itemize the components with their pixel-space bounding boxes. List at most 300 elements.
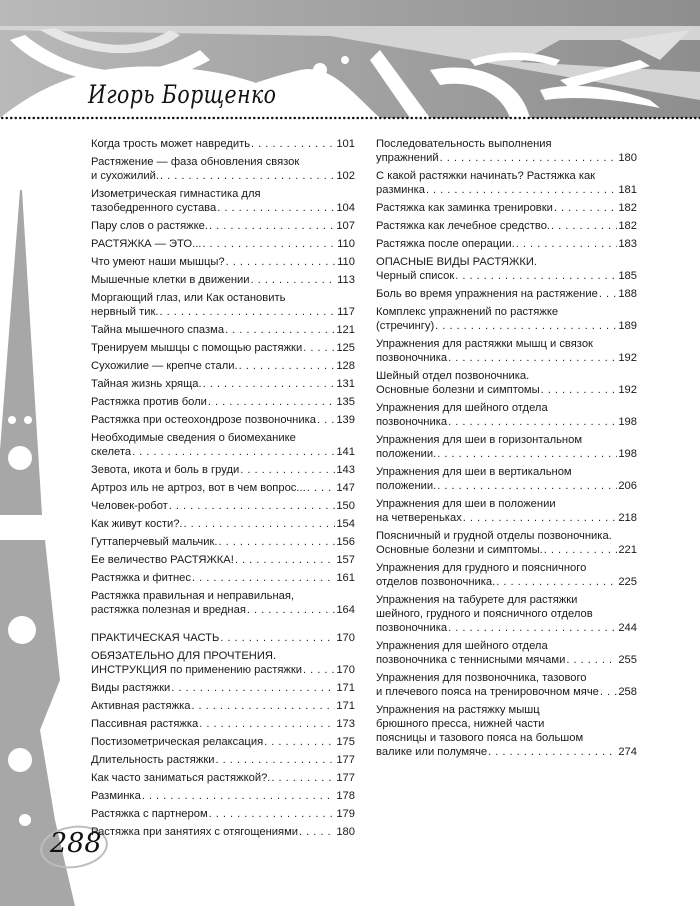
toc-entry[interactable]	[376, 305, 637, 333]
toc-entry-line	[376, 319, 637, 333]
toc-entry[interactable]	[376, 219, 637, 233]
toc-entry-title: Артроз иль не артроз, вот в чем вопрос...	[91, 482, 306, 494]
toc-entry-line	[376, 717, 637, 731]
toc-entry-line	[376, 511, 637, 525]
toc-page-number: 192	[618, 384, 637, 396]
toc-entry-title: Тренируем мышцы с помощью растяжки	[91, 342, 303, 354]
toc-page-number: 113	[337, 274, 355, 286]
dot-leader	[251, 273, 337, 287]
toc-entry-title: Растяжение — фаза обновления связок	[91, 156, 300, 168]
toc-page-number: 117	[337, 306, 355, 318]
toc-entry[interactable]	[91, 499, 355, 513]
toc-page-number: 107	[336, 220, 355, 232]
dot-leader	[132, 445, 335, 459]
dot-leader	[142, 789, 336, 803]
dot-leader	[516, 237, 618, 251]
dot-leader	[235, 553, 335, 567]
toc-entry[interactable]	[376, 703, 637, 759]
toc-entry[interactable]	[91, 699, 355, 713]
dot-leader	[169, 499, 336, 513]
toc-entry[interactable]	[91, 155, 355, 183]
dot-leader	[437, 447, 617, 461]
toc-entry[interactable]	[376, 201, 637, 215]
toc-entry-line	[91, 463, 355, 477]
dot-leader	[566, 653, 617, 667]
author-name: Игорь Борщенко	[88, 80, 277, 109]
toc-entry-line	[91, 571, 355, 585]
toc-entry-title: ОПАСНЫЕ ВИДЫ РАСТЯЖКИ.	[376, 256, 537, 268]
dot-leader	[247, 603, 335, 617]
toc-entry-line	[376, 287, 637, 301]
toc-entry[interactable]	[376, 593, 637, 635]
dot-leader	[240, 463, 335, 477]
dot-leader	[191, 699, 335, 713]
toc-entry-title: отделов позвоночника.	[376, 576, 496, 588]
toc-entry-title: позвоночника	[376, 622, 448, 634]
toc-entry[interactable]	[376, 137, 637, 165]
toc-entry-title: Мышечные клетки в движении	[91, 274, 250, 286]
toc-entry[interactable]	[376, 433, 637, 461]
toc-entry-line	[376, 255, 637, 269]
toc-entry-title: Шейный отдел позвоночника.	[376, 370, 530, 382]
toc-entry-title: положении.	[376, 480, 437, 492]
toc-page-number: 183	[618, 238, 637, 250]
toc-entry-line	[91, 445, 355, 459]
decorative-spire-ornament	[0, 120, 90, 906]
dot-leader	[448, 621, 617, 635]
dot-leader	[209, 219, 335, 233]
toc-entry-title: Необходимые сведения о биомеханике	[91, 432, 296, 444]
toc-entry[interactable]	[91, 323, 355, 337]
page-number: 288	[50, 828, 102, 859]
toc-entry[interactable]	[91, 681, 355, 695]
toc-entry[interactable]	[376, 561, 637, 589]
toc-entry-line	[91, 481, 355, 495]
toc-entry-line	[376, 543, 637, 557]
toc-entry-line	[376, 639, 637, 653]
dot-leader	[541, 383, 618, 397]
toc-entry-title: Растяжка как лечебное средство.	[376, 220, 551, 232]
dot-leader	[264, 735, 335, 749]
toc-page-number: 121	[336, 324, 355, 336]
toc-page-number: 179	[336, 808, 355, 820]
toc-entry[interactable]	[376, 639, 637, 667]
toc-page-number: 171	[336, 700, 355, 712]
toc-entry-line	[376, 201, 637, 215]
toc-entry-title: нервный тик.	[91, 306, 159, 318]
toc-entry-line	[376, 383, 637, 397]
dot-leader	[203, 377, 336, 391]
dot-leader	[239, 359, 336, 373]
toc-entry-title: Последовательность выполнения	[376, 138, 552, 150]
toc-entry[interactable]	[376, 287, 637, 301]
toc-entry-line	[91, 237, 355, 251]
toc-entry[interactable]	[376, 529, 637, 557]
toc-entry-line	[376, 137, 637, 151]
toc-entry[interactable]	[91, 187, 355, 215]
toc-entry-line	[91, 603, 355, 617]
toc-entry[interactable]	[91, 137, 355, 151]
toc-entry-title: Растяжка против боли	[91, 396, 207, 408]
toc-page-number: 110	[337, 256, 355, 268]
dot-leader	[226, 255, 337, 269]
toc-entry[interactable]	[91, 359, 355, 373]
toc-entry-title: Черный список	[376, 270, 455, 282]
dot-leader	[463, 511, 618, 525]
toc-entry-line	[91, 255, 355, 269]
toc-entry-line	[91, 681, 355, 695]
toc-entry-title: положении.	[376, 448, 437, 460]
toc-entry-line	[91, 717, 355, 731]
toc-entry[interactable]	[91, 341, 355, 355]
toc-entry[interactable]	[376, 465, 637, 493]
dot-leader	[184, 517, 336, 531]
toc-page-number: 255	[618, 654, 637, 666]
toc-entry-title: Растяжка с партнером	[91, 808, 208, 820]
toc-entry-title: Упражнения для шейного отдела	[376, 402, 548, 414]
dot-leader	[208, 395, 335, 409]
toc-entry-title: шейного, грудного и поясничного отделов	[376, 608, 593, 620]
toc-entry-title: Упражнения для позвоночника, тазового	[376, 672, 587, 684]
toc-entry-title: ОБЯЗАТЕЛЬНО ДЛЯ ПРОЧТЕНИЯ.	[91, 650, 277, 662]
toc-entry-title: Упражнения для шейного отдела	[376, 640, 548, 652]
toc-entry-title: Длительность растяжки	[91, 754, 215, 766]
toc-page-number: 178	[336, 790, 355, 802]
toc-page-number: 180	[618, 152, 637, 164]
toc-entry-title: Основные болезни и симптомы.	[376, 544, 543, 556]
toc-entry-line	[91, 825, 355, 839]
toc-entry-title: Постизометрическая релаксация	[91, 736, 264, 748]
toc-entry-line	[91, 735, 355, 749]
toc-entry-line	[376, 607, 637, 621]
dot-leader	[437, 479, 617, 493]
toc-page-number: 135	[336, 396, 355, 408]
toc-entry-line	[376, 479, 637, 493]
toc-page-number: 177	[336, 754, 355, 766]
toc-entry[interactable]	[91, 291, 355, 319]
toc-entry-line	[91, 169, 355, 183]
toc-page-number: 185	[618, 270, 637, 282]
dot-leader	[209, 807, 336, 821]
toc-entry[interactable]	[91, 273, 355, 287]
dot-leader	[299, 825, 335, 839]
toc-entry-line	[376, 169, 637, 183]
toc-entry-line	[91, 291, 355, 305]
toc-page-number: 274	[618, 746, 637, 758]
toc-entry-title: Тайная жизнь хряща.	[91, 378, 202, 390]
dot-leader	[171, 681, 335, 695]
toc-entry-line	[376, 685, 637, 699]
toc-entry[interactable]	[91, 237, 355, 251]
toc-entry-title: позвоночника	[376, 352, 448, 364]
toc-entry-title: и плечевого пояса на тренировочном мяче	[376, 686, 599, 698]
toc-entry-line	[91, 273, 355, 287]
toc-entry-title: тазобедренного сустава	[91, 202, 217, 214]
toc-entry-title: Упражнения для шеи в вертикальном	[376, 466, 572, 478]
toc-entry-line	[91, 649, 355, 663]
dot-leader	[202, 237, 336, 251]
toc-entry-title: Разминка	[91, 790, 141, 802]
toc-entry-title: Как живут кости?.	[91, 518, 183, 530]
toc-entry[interactable]	[91, 431, 355, 459]
dot-leader	[225, 323, 335, 337]
toc-entry[interactable]	[376, 671, 637, 699]
toc-entry-line	[91, 341, 355, 355]
dot-leader	[215, 753, 335, 767]
toc-entry[interactable]	[376, 169, 637, 197]
dot-leader	[219, 535, 336, 549]
toc-entry[interactable]	[91, 463, 355, 477]
toc-entry[interactable]	[91, 571, 355, 585]
dot-leader	[199, 717, 335, 731]
toc-page-number: 171	[336, 682, 355, 694]
toc-page-number: 221	[618, 544, 637, 556]
page-header-banner	[0, 0, 700, 118]
toc-page-number: 225	[618, 576, 637, 588]
toc-page-number: 154	[336, 518, 355, 530]
toc-page-number: 131	[336, 378, 355, 390]
dot-leader	[251, 137, 335, 151]
toc-entry-title: ИНСТРУКЦИЯ по применению растяжки	[91, 664, 303, 676]
toc-entry-title: Пару слов о растяжке.	[91, 220, 208, 232]
toc-entry-line	[91, 631, 355, 645]
toc-entry[interactable]	[91, 825, 355, 839]
toc-page-number: 102	[336, 170, 355, 182]
dot-leader	[160, 169, 335, 183]
toc-entry-line	[91, 431, 355, 445]
toc-entry-title: Зевота, икота и боль в груди	[91, 464, 240, 476]
toc-entry-title: Пассивная растяжка	[91, 718, 199, 730]
toc-entry-line	[376, 593, 637, 607]
toc-page-number: 192	[618, 352, 637, 364]
toc-entry-title: Человек-робот	[91, 500, 168, 512]
toc-page-number: 147	[336, 482, 355, 494]
toc-entry-line	[376, 671, 637, 685]
toc-entry-line	[91, 499, 355, 513]
toc-entry[interactable]	[91, 395, 355, 409]
toc-entry-title: Изометрическая гимнастика для	[91, 188, 261, 200]
toc-entry[interactable]	[376, 369, 637, 397]
toc-entry-line	[91, 807, 355, 821]
toc-page-number: 189	[618, 320, 637, 332]
toc-entry-title: Растяжка и фитнес	[91, 572, 191, 584]
toc-entry-title: Растяжка при занятиях с отягощениями	[91, 826, 299, 838]
toc-entry-line	[91, 305, 355, 319]
toc-page-number: 164	[336, 604, 355, 616]
toc-entry-title: Растяжка правильная и неправильная,	[91, 590, 295, 602]
toc-entry-line	[91, 789, 355, 803]
toc-entry[interactable]	[376, 237, 637, 251]
toc-entry-line	[376, 497, 637, 511]
toc-entry-title: растяжка полезная и вредная	[91, 604, 246, 616]
toc-entry-title: Упражнения на табурете для растяжки	[376, 594, 578, 606]
toc-entry-line	[376, 351, 637, 365]
toc-entry-title: Упражнения для растяжки мышц и связок	[376, 338, 593, 350]
dot-leader	[448, 351, 617, 365]
toc-entry-line	[376, 653, 637, 667]
toc-left-column	[91, 137, 355, 843]
toc-page-number: 198	[618, 448, 637, 460]
toc-entry[interactable]	[376, 255, 637, 283]
toc-entry-title: брюшного пресса, нижней части	[376, 718, 545, 730]
toc-entry-title: Комплекс упражнений по растяжке	[376, 306, 559, 318]
toc-page-number: 175	[336, 736, 355, 748]
dot-leader	[303, 663, 335, 677]
toc-entry-title: Растяжка при остеохондрозе позвоночника	[91, 414, 316, 426]
toc-page-number: 182	[618, 202, 637, 214]
toc-entry[interactable]	[91, 413, 355, 427]
toc-entry[interactable]	[91, 517, 355, 531]
toc-entry[interactable]	[91, 789, 355, 803]
toc-entry[interactable]	[91, 535, 355, 549]
toc-entry[interactable]	[91, 631, 355, 645]
dot-leader	[455, 269, 617, 283]
toc-entry-title: Упражнения для шеи в горизонтальном	[376, 434, 583, 446]
toc-entry[interactable]	[91, 481, 355, 495]
dot-leader	[488, 745, 617, 759]
dot-leader	[271, 771, 335, 785]
toc-entry-title: (стречингу)	[376, 320, 435, 332]
toc-entry-title: скелета	[91, 446, 132, 458]
dot-leader	[440, 151, 618, 165]
toc-entry-line	[91, 771, 355, 785]
toc-entry-line	[91, 663, 355, 677]
toc-entry[interactable]	[91, 219, 355, 233]
toc-entry-title: Упражнения на растяжку мышц	[376, 704, 540, 716]
toc-page-number: 101	[336, 138, 355, 150]
toc-page-number: 143	[336, 464, 355, 476]
toc-entry-title: Когда трость может навредить	[91, 138, 251, 150]
toc-entry[interactable]	[91, 735, 355, 749]
toc-entry-title: ПРАКТИЧЕСКАЯ ЧАСТЬ	[91, 632, 220, 644]
toc-entry-line	[376, 305, 637, 319]
toc-entry-line	[91, 377, 355, 391]
toc-entry[interactable]	[91, 553, 355, 567]
toc-entry-line	[91, 553, 355, 567]
toc-entry[interactable]	[91, 807, 355, 821]
toc-entry-line	[91, 219, 355, 233]
toc-entry[interactable]	[91, 753, 355, 767]
toc-entry[interactable]	[91, 717, 355, 731]
toc-entry-title: Что умеют наши мышцы?	[91, 256, 225, 268]
dot-leader	[554, 201, 617, 215]
toc-entry-title: валике или полумяче	[376, 746, 488, 758]
toc-page-number: 173	[336, 718, 355, 730]
toc-entry-line	[376, 575, 637, 589]
dot-leader	[303, 341, 335, 355]
toc-entry-line	[376, 219, 637, 233]
toc-entry-line	[376, 529, 637, 543]
toc-entry-line	[91, 187, 355, 201]
toc-entry[interactable]	[91, 649, 355, 677]
toc-entry-title: Тайна мышечного спазма	[91, 324, 225, 336]
dot-leader	[307, 481, 336, 495]
dot-leader	[551, 219, 617, 233]
toc-entry[interactable]	[91, 377, 355, 391]
toc-entry-line	[376, 433, 637, 447]
toc-page-number: 157	[336, 554, 355, 566]
toc-entry-title: Гуттаперчевый мальчик.	[91, 536, 218, 548]
toc-page-number: 258	[618, 686, 637, 698]
toc-page-number: 188	[618, 288, 637, 300]
toc-entry[interactable]	[91, 589, 355, 617]
toc-entry-line	[91, 155, 355, 169]
toc-entry-title: на четвереньках	[376, 512, 462, 524]
dot-leader	[600, 685, 617, 699]
toc-entry-line	[376, 237, 637, 251]
toc-entry-title: Как часто заниматься растяжкой?.	[91, 772, 271, 784]
toc-entry-line	[91, 753, 355, 767]
toc-entry-title: Ее величество РАСТЯЖКА!	[91, 554, 234, 566]
toc-entry[interactable]	[91, 255, 355, 269]
toc-page-number: 125	[336, 342, 355, 354]
toc-entry-title: Основные болезни и симптомы	[376, 384, 540, 396]
toc-entry-title: Упражнения для грудного и поясничного	[376, 562, 587, 574]
toc-page-number: 161	[336, 572, 355, 584]
toc-entry-title: РАСТЯЖКА — ЭТО...	[91, 238, 202, 250]
toc-entry-line	[91, 589, 355, 603]
toc-entry-title: С какой растяжки начинать? Растяжка как	[376, 170, 596, 182]
toc-page-number: 104	[336, 202, 355, 214]
toc-entry-line	[91, 517, 355, 531]
toc-entry-line	[91, 413, 355, 427]
toc-entry-title: Боль во время упражнения на растяжение	[376, 288, 598, 300]
dot-leader	[192, 571, 335, 585]
toc-entry[interactable]	[376, 401, 637, 429]
toc-entry-title: позвоночника	[376, 416, 448, 428]
toc-entry-title: разминка	[376, 184, 425, 196]
toc-page-number: 139	[336, 414, 355, 426]
toc-page-number: 170	[336, 664, 355, 676]
toc-entry-line	[91, 323, 355, 337]
toc-page-number: 181	[618, 184, 637, 196]
dot-leader	[220, 631, 335, 645]
dot-leader	[426, 183, 617, 197]
dot-leader	[544, 543, 618, 557]
dot-leader	[448, 415, 617, 429]
toc-entry-line	[376, 337, 637, 351]
toc-entry-line	[376, 401, 637, 415]
toc-entry-line	[91, 535, 355, 549]
toc-entry-line	[376, 465, 637, 479]
toc-entry-title: Упражнения для шеи в положении	[376, 498, 556, 510]
toc-entry-title: Моргающий глаз, или Как остановить	[91, 292, 286, 304]
dot-leader	[496, 575, 617, 589]
toc-entry-title: Сухожилие — крепче стали.	[91, 360, 238, 372]
toc-entry[interactable]	[91, 771, 355, 785]
toc-page-number: 177	[336, 772, 355, 784]
toc-entry-line	[376, 731, 637, 745]
toc-entry-line	[91, 395, 355, 409]
toc-entry-title: и сухожилий.	[91, 170, 159, 182]
toc-page-number: 128	[336, 360, 355, 372]
toc-entry-line	[376, 415, 637, 429]
header-dotted-divider	[0, 116, 700, 120]
toc-page-number: 198	[618, 416, 637, 428]
toc-entry-line	[91, 201, 355, 215]
toc-entry-line	[91, 699, 355, 713]
toc-entry-title: упражнений	[376, 152, 439, 164]
toc-entry[interactable]	[376, 337, 637, 365]
toc-entry-line	[376, 151, 637, 165]
toc-entry-title: Активная растяжка	[91, 700, 191, 712]
toc-entry-line	[376, 269, 637, 283]
toc-page-number: 180	[336, 826, 355, 838]
toc-entry-title: Поясничный и грудной отделы позвоночника.	[376, 530, 612, 542]
toc-entry-line	[376, 447, 637, 461]
toc-entry[interactable]	[376, 497, 637, 525]
toc-page-number: 141	[336, 446, 355, 458]
